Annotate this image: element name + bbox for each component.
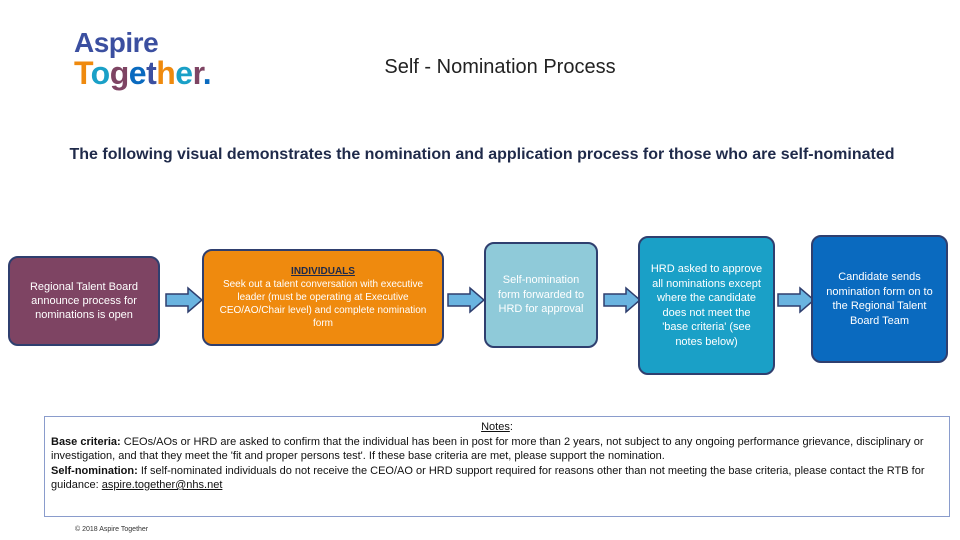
- step-2-text: Seek out a talent conversation with executive leader (must be operating at Executive CEO/AO/Chair level) and complete nomination form: [219, 279, 427, 329]
- self-nomination-text: If self-nominated individuals do not receive the CEO/AO or HRD support required for reasons other than not meeting the base criteria, please contact the RTB for guidance:: [51, 464, 925, 491]
- logo-line-1: Aspire: [74, 27, 159, 58]
- logo-line-2: [74, 55, 212, 91]
- aspire-together-logo: [74, 27, 212, 91]
- step-2-box: [202, 249, 444, 346]
- notes-heading-suffix: :: [509, 421, 513, 433]
- arrow-right-icon: [446, 286, 486, 314]
- step-4-box: [638, 236, 775, 375]
- step-3-text: Self-nomination form forwarded to HRD for approval: [497, 274, 585, 316]
- base-criteria-text: CEOs/AOs or HRD are asked to confirm that the individual has been in post for more than 2 years, not subject to any ongoing performance grievance, disciplinary or investigation, and that they meet the 'fit and proper persons test'. If these base criteria are met, please support the nomination.: [51, 435, 924, 462]
- base-criteria-note: [51, 435, 943, 464]
- step-4-text: HRD asked to approve all nominations except where the candidate does not meet the 'base criteria' (see notes below): [650, 263, 763, 348]
- copyright-footer: © 2018 Aspire Together: [75, 526, 149, 533]
- step-1-text: Regional Talent Board announce process for nominations is open: [29, 281, 139, 321]
- intro-text: The following visual demonstrates the nomination and application process for those who are self-nominated: [69, 146, 895, 163]
- arrow-right-icon: [776, 286, 816, 314]
- arrow-right-icon: [164, 286, 204, 314]
- logo-letter: e: [128, 55, 147, 91]
- notes-heading-label: Notes: [481, 421, 510, 433]
- logo-letter: r: [192, 55, 203, 91]
- step-2-header: INDIVIDUALS: [291, 266, 355, 277]
- arrow-right-icon: [602, 286, 642, 314]
- page-title: Self - Nomination Process: [384, 56, 616, 78]
- logo-letter: g: [109, 55, 129, 91]
- logo-letter: e: [175, 55, 193, 91]
- self-nomination-label: Self-nomination:: [51, 464, 138, 477]
- logo-letter: o: [90, 55, 110, 91]
- logo-letter: h: [156, 55, 176, 91]
- logo-letter: T: [74, 55, 91, 91]
- contact-email-link[interactable]: aspire.together@nhs.net: [101, 479, 223, 491]
- step-5-box: [811, 235, 948, 363]
- notes-heading: [51, 420, 943, 435]
- step-5-text: Candidate sends nomination form on to the Regional Talent Board Team: [826, 271, 933, 327]
- step-1-box: [8, 256, 160, 346]
- self-nomination-note: [51, 464, 943, 493]
- notes-panel: [44, 416, 950, 517]
- logo-letter: t: [146, 55, 157, 91]
- step-3-box: [484, 242, 598, 348]
- base-criteria-label: Base criteria:: [51, 435, 121, 448]
- logo-letter: .: [202, 55, 212, 91]
